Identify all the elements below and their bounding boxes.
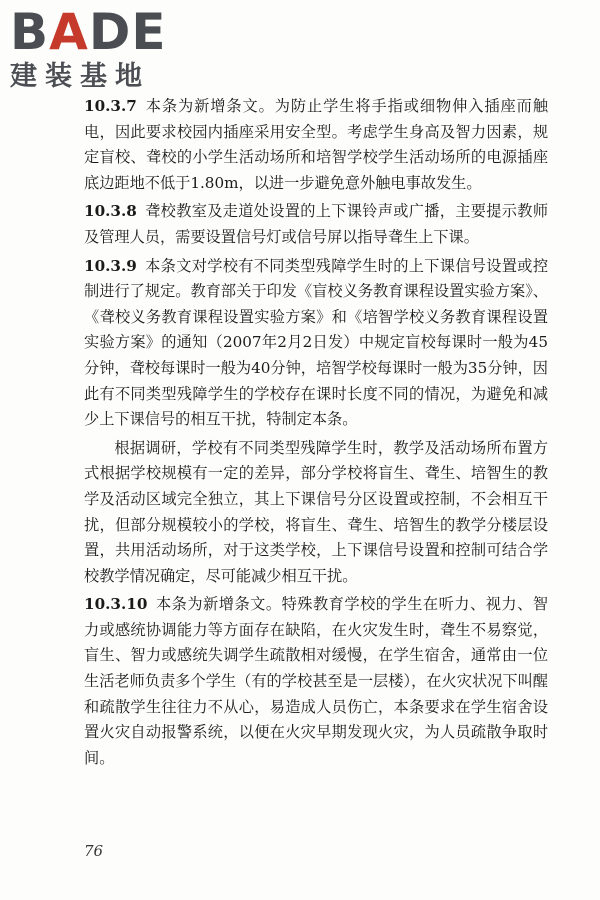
section-10-3-7 — [84, 94, 548, 196]
section-text: 聋校教室及走道处设置的上下课铃声或广播，主要提示教师及管理人员，需要设置信号灯或信号屏以指导聋生上下课。 — [84, 202, 548, 246]
logo-letter-a: A — [49, 3, 89, 61]
section-text: 根据调研，学校有不同类型残障学生时，教学及活动场所布置方式根据学校规模有一定的差异，部分学校将盲生、聋生、培智生的教学及活动区域完全独立，其上下课信号分区设置或控制，不会相互干扰，但部分规模较小的学校，将盲生、聋生、培智生的教学分楼层设置，共用活动场所，对于这类学校，上下课信号设置和控制可结合学校教学情况确定，尽可能减少相互干扰。 — [84, 438, 548, 585]
section-number: 10.3.8 — [84, 202, 137, 221]
section-10-3-8 — [84, 199, 548, 250]
section-number: 10.3.10 — [84, 595, 148, 614]
logo-letter-b: B — [10, 3, 50, 61]
section-number: 10.3.7 — [84, 97, 137, 115]
logo-letters-de: DE — [88, 3, 167, 61]
page-number: 76 — [84, 842, 104, 860]
logo-wordmark — [10, 3, 180, 61]
section-text: 本条文对学校有不同类型残障学生时的上下课信号设置或控制进行了规定。教育部关于印发《盲校义务教育课程设置实验方案》、《聋校义务教育课程设置实验方案》和《培智学校义务教育课程设置实验方案》的通知（2007年2月2日发）中规定盲校每课时一般为45分钟，聋校每课时一般为40分钟，培智学校每课时一般为35分钟，因此有不同类型残障学生的学校存在课时长度不同的情况，为避免和减少上下课信号的相互干扰，特制定本条。 — [84, 256, 548, 429]
brand-logo — [10, 3, 180, 96]
document-body — [84, 94, 548, 774]
section-text: 本条为新增条文。为防止学生将手指或细物伸入插座而触电，因此要求校园内插座采用安全型。考虑学生身高及智力因素，规定盲校、聋校的小学生活动场所和培智学校学生活动场所的电源插座底边距地不低于1.80m，以进一步避免意外触电事故发生。 — [84, 97, 548, 192]
section-text: 本条为新增条文。特殊教育学校的学生在听力、视力、智力或感统协调能力等方面存在缺陷，在火灾发生时，聋生不易察觉，盲生、智力或感统失调学生疏散相对缓慢，在学生宿舍，通常由一位生活老师负责多个学生（有的学校甚至是一层楼），在火灾状况下叫醒和疏散学生往往力不从心，易造成人员伤亡，本条要求在学生宿舍设置火灾自动报警系统，以便在火灾早期发现火灾，为人员疏散争取时间。 — [84, 595, 548, 767]
logo-subtitle: 建装基地 — [10, 61, 150, 92]
section-10-3-9-continuation — [84, 436, 548, 590]
section-10-3-10 — [84, 592, 548, 771]
section-10-3-9 — [84, 254, 548, 433]
section-number: 10.3.9 — [84, 256, 137, 275]
